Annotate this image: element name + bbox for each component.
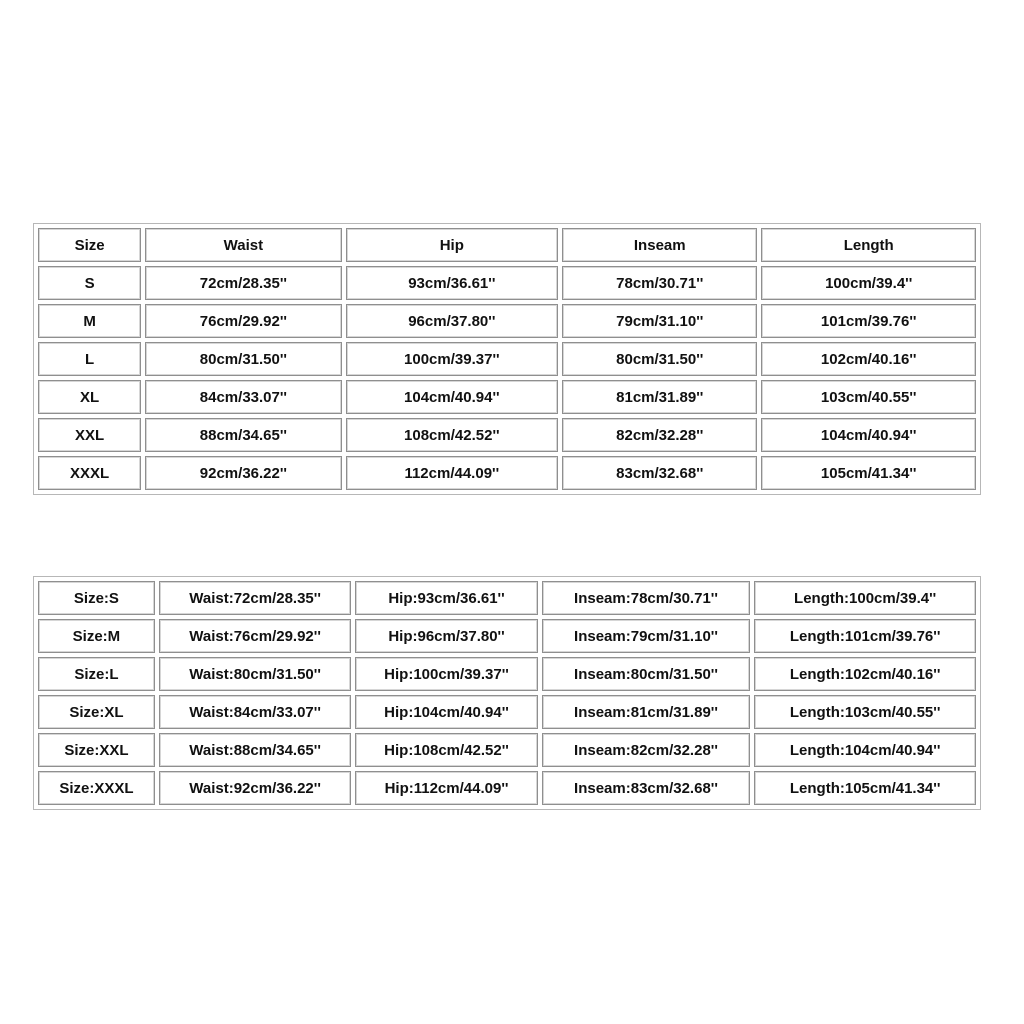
size-cell: Size:XXXL <box>38 771 155 805</box>
length-cell: 103cm/40.55'' <box>761 380 976 414</box>
inseam-cell: 79cm/31.10'' <box>562 304 757 338</box>
waist-cell: 84cm/33.07'' <box>145 380 341 414</box>
table-row <box>38 581 976 615</box>
inseam-cell: 80cm/31.50'' <box>562 342 757 376</box>
size-chart-labeled-table <box>33 576 981 810</box>
hip-cell: 96cm/37.80'' <box>346 304 559 338</box>
inseam-cell: 81cm/31.89'' <box>562 380 757 414</box>
size-cell: S <box>38 266 141 300</box>
hip-cell: 112cm/44.09'' <box>346 456 559 490</box>
length-cell: 100cm/39.4'' <box>761 266 976 300</box>
header-cell-waist: Waist <box>145 228 341 262</box>
inseam-cell: Inseam:83cm/32.68'' <box>542 771 751 805</box>
inseam-cell: 83cm/32.68'' <box>562 456 757 490</box>
table-row <box>38 380 976 414</box>
size-cell: M <box>38 304 141 338</box>
waist-cell: 88cm/34.65'' <box>145 418 341 452</box>
length-cell: 104cm/40.94'' <box>761 418 976 452</box>
size-cell: XXXL <box>38 456 141 490</box>
inseam-cell: 82cm/32.28'' <box>562 418 757 452</box>
size-cell: L <box>38 342 141 376</box>
table-row <box>38 342 976 376</box>
hip-cell: Hip:96cm/37.80'' <box>355 619 537 653</box>
size-cell: XL <box>38 380 141 414</box>
table-row <box>38 418 976 452</box>
length-cell: 101cm/39.76'' <box>761 304 976 338</box>
waist-cell: Waist:80cm/31.50'' <box>159 657 351 691</box>
inseam-cell: Inseam:79cm/31.10'' <box>542 619 751 653</box>
size-cell: Size:XXL <box>38 733 155 767</box>
table-row <box>38 695 976 729</box>
table-row <box>38 456 976 490</box>
waist-cell: Waist:84cm/33.07'' <box>159 695 351 729</box>
waist-cell: 76cm/29.92'' <box>145 304 341 338</box>
length-cell: Length:102cm/40.16'' <box>754 657 976 691</box>
size-cell: XXL <box>38 418 141 452</box>
inseam-cell: Inseam:78cm/30.71'' <box>542 581 751 615</box>
waist-cell: Waist:76cm/29.92'' <box>159 619 351 653</box>
hip-cell: Hip:100cm/39.37'' <box>355 657 537 691</box>
header-cell-length: Length <box>761 228 976 262</box>
header-cell-inseam: Inseam <box>562 228 757 262</box>
hip-cell: 108cm/42.52'' <box>346 418 559 452</box>
hip-cell: Hip:112cm/44.09'' <box>355 771 537 805</box>
length-cell: Length:105cm/41.34'' <box>754 771 976 805</box>
waist-cell: 72cm/28.35'' <box>145 266 341 300</box>
waist-cell: 92cm/36.22'' <box>145 456 341 490</box>
waist-cell: Waist:92cm/36.22'' <box>159 771 351 805</box>
size-cell: Size:S <box>38 581 155 615</box>
size-cell: Size:L <box>38 657 155 691</box>
table-row <box>38 657 976 691</box>
length-cell: Length:103cm/40.55'' <box>754 695 976 729</box>
size-chart-table <box>33 223 981 495</box>
length-cell: 102cm/40.16'' <box>761 342 976 376</box>
table-row <box>38 771 976 805</box>
hip-cell: 93cm/36.61'' <box>346 266 559 300</box>
table-row <box>38 304 976 338</box>
waist-cell: Waist:72cm/28.35'' <box>159 581 351 615</box>
length-cell: 105cm/41.34'' <box>761 456 976 490</box>
size-cell: Size:M <box>38 619 155 653</box>
table-header-row <box>38 228 976 262</box>
header-cell-size: Size <box>38 228 141 262</box>
table-row <box>38 266 976 300</box>
inseam-cell: Inseam:81cm/31.89'' <box>542 695 751 729</box>
hip-cell: 100cm/39.37'' <box>346 342 559 376</box>
length-cell: Length:100cm/39.4'' <box>754 581 976 615</box>
inseam-cell: Inseam:80cm/31.50'' <box>542 657 751 691</box>
table-row <box>38 733 976 767</box>
hip-cell: Hip:93cm/36.61'' <box>355 581 537 615</box>
hip-cell: Hip:108cm/42.52'' <box>355 733 537 767</box>
hip-cell: 104cm/40.94'' <box>346 380 559 414</box>
hip-cell: Hip:104cm/40.94'' <box>355 695 537 729</box>
inseam-cell: Inseam:82cm/32.28'' <box>542 733 751 767</box>
inseam-cell: 78cm/30.71'' <box>562 266 757 300</box>
waist-cell: 80cm/31.50'' <box>145 342 341 376</box>
size-cell: Size:XL <box>38 695 155 729</box>
waist-cell: Waist:88cm/34.65'' <box>159 733 351 767</box>
length-cell: Length:104cm/40.94'' <box>754 733 976 767</box>
table-row <box>38 619 976 653</box>
header-cell-hip: Hip <box>346 228 559 262</box>
length-cell: Length:101cm/39.76'' <box>754 619 976 653</box>
